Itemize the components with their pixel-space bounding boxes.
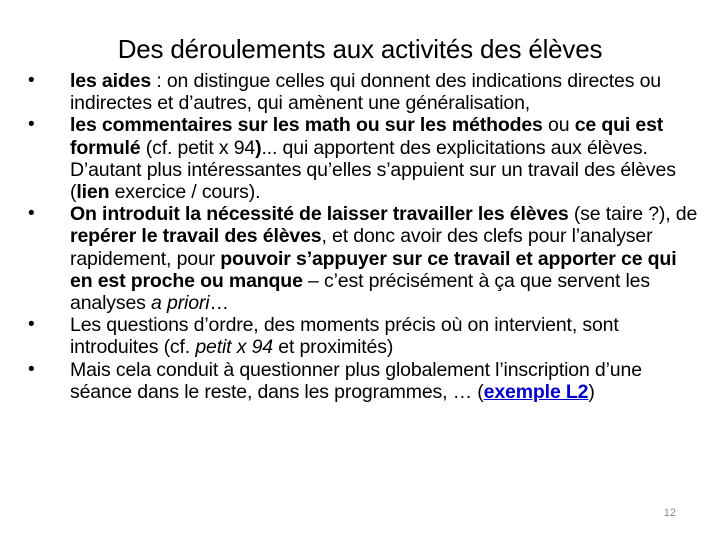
italic-text: petit x 94 [195, 336, 273, 359]
bold-text: ) [255, 136, 262, 159]
bullet-text [70, 70, 661, 114]
bold-text: les commentaires sur les math ou sur les méthodes [70, 114, 543, 137]
bullet-dot-icon: • [28, 358, 35, 380]
text-segment: … [209, 292, 229, 315]
bullet-dot-icon: • [28, 114, 35, 136]
text-segment: Mais cela conduit à questionner plus globalement l’inscription d’une séance dans le reste, dans les programmes, … ( [70, 358, 642, 403]
bullet-dot-icon: • [28, 70, 35, 91]
example-link[interactable]: exemple L2 [483, 380, 589, 403]
bold-text: repérer le travail des élèves [70, 225, 322, 248]
bullet-item [28, 314, 704, 358]
text-segment: ou [542, 114, 575, 137]
bold-text: ce qui est formulé [70, 114, 664, 159]
bullet-item [28, 359, 704, 403]
text-segment: Les questions d’ordre, des moments précis où on intervient, sont introduites (cf. [70, 314, 619, 359]
bullet-list [28, 70, 704, 403]
text-segment: ( [140, 136, 153, 159]
bullet-dot-icon: • [28, 203, 35, 225]
text-segment: et proximités) [272, 336, 394, 359]
text-segment: (se taire ?), de [568, 203, 698, 226]
bullet-text [70, 314, 619, 358]
italic-text: a priori [151, 292, 210, 315]
bold-text: les aides [70, 70, 152, 92]
text-segment: ... qui apportent des explicitations aux élèves. D’autant plus intéressantes qu’elles s’appuient sur un travail des élèves ( [70, 136, 676, 204]
bold-text: lien [76, 181, 110, 204]
text-segment: ) [588, 380, 595, 403]
bullet-item [28, 203, 704, 314]
bold-text: pouvoir s’appuyer sur ce travail et apporter ce qui en est proche ou manque [70, 247, 677, 292]
text-segment: cf. petit x 94 [152, 136, 256, 159]
page-number: 12 [663, 507, 676, 519]
text-segment: , et donc avoir des clefs pour l’analyser rapidement, pour [70, 225, 653, 270]
slide-title: Des déroulements aux activités des élèves [117, 34, 603, 64]
text-segment: – c’est précisément à ça que servent les analyses [70, 269, 650, 315]
bullet-item [28, 70, 704, 114]
bullet-dot-icon: • [28, 314, 35, 336]
text-segment: : on distingue celles qui donnent des indications directes ou indirectes et d’autres, qui amènent une généralisation, [70, 70, 662, 115]
bullet-text [70, 114, 676, 203]
bullet-text [70, 203, 697, 314]
text-segment: exercice / cours). [109, 181, 261, 204]
bold-text: On introduit la nécessité de laisser travailler les élèves [70, 203, 569, 226]
bullet-item [28, 114, 704, 203]
bullet-text [70, 359, 642, 403]
